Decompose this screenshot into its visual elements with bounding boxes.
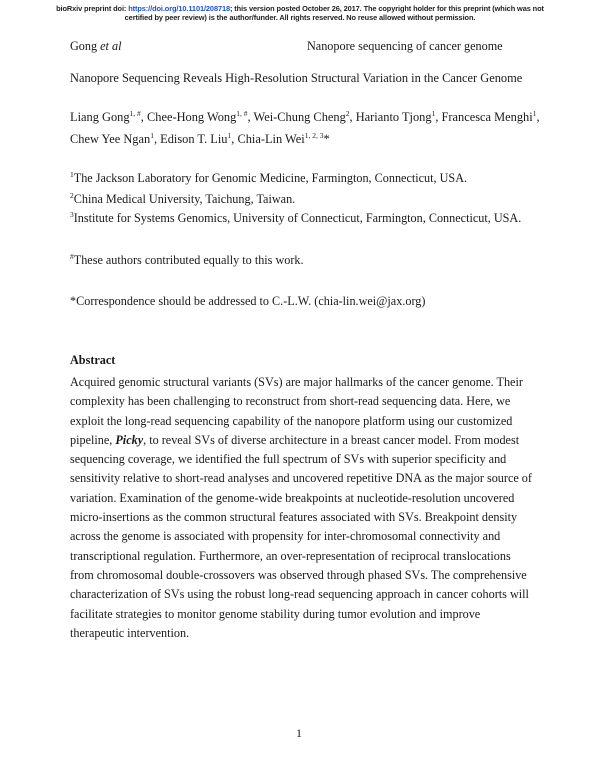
author: Liang Gong$^{1, \#}$,	[70, 109, 147, 124]
author: Harianto Tjong$^1$,	[355, 109, 442, 124]
author: Chee-Hong Wong$^{1, \#}$,	[147, 109, 254, 124]
banner-suffix: ; this version posted October 26, 2017. The copyright holder for this preprint (which was not	[229, 4, 544, 13]
affiliation: $^1$The Jackson Laboratory for Genomic Medicine, Farmington, Connecticut, USA.	[70, 170, 468, 185]
affiliation: $^2$China Medical University, Taichung, Taiwan.	[70, 191, 296, 206]
author-list	[70, 106, 540, 150]
header-author: Gong	[70, 39, 101, 53]
page-number: 1	[296, 726, 302, 740]
tool-name: Picky	[115, 432, 144, 447]
paper-title: Nanopore Sequencing Reveals High-Resolution Structural Variation in the Cancer Genome	[70, 71, 523, 85]
author: Edison T. Liu$^1$,	[160, 131, 238, 146]
author: Chia-Lin Wei$^{1, 2, 3}$*	[237, 131, 330, 146]
equal-contribution-note: #These authors contributed equally to this work.	[70, 252, 304, 267]
header-etal: et al	[100, 39, 122, 53]
abstract-heading: Abstract	[70, 353, 116, 367]
banner-line-2: certified by peer review) is the author/funder. All rights reserved. No reuse allowed without permission.	[124, 13, 476, 22]
abstract-body: Acquired genomic structural variants (SVs) are major hallmarks of the cancer genome. Their complexity has been challenging to reconstruct from short-read sequencing data. Here, we exploit the long-read sequencing capability of the nanopore platform using our customized pipeline, Picky, to reveal SVs of diverse architecture in a breast cancer model. From modest sequencing coverage, we identified the full spectrum of SVs with superior specificity and sensitivity relative to short-read analyses and uncovered repetitive DNA as the major source of variation. Examination of the genome-wide breakpoints at nucleotide-resolution uncovered micro-insertions as the common structural features associated with SVs. Breakpoint density across the genome is associated with propensity for inter-chromosomal connectivity and transcriptional regulation. Furthermore, an over-representation of reciprocal translocations from chromosomal double-crossovers was observed through phased SVs. The comprehensive characterization of SVs using the robust long-read sequencing approach in cancer cohorts will facilitate strategies to monitor genome stability during tumor evolution and improve therapeutic intervention.	[70, 375, 532, 640]
running-header-author	[70, 39, 121, 54]
author: Wei-Chung Cheng$^2$,	[253, 109, 356, 124]
banner-line-1	[8, 4, 592, 13]
preprint-banner	[8, 4, 592, 22]
author: Francesca Menghi$^1$,	[441, 109, 540, 124]
doi-link[interactable]: https://doi.org/10.1101/208718	[128, 4, 230, 13]
banner-prefix: bioRxiv preprint doi:	[56, 4, 129, 13]
correspondence-note: *Correspondence should be addressed to C.-L.W. (chia-lin.wei@jax.org)	[70, 294, 426, 308]
affiliation: $^3$Institute for Systems Genomics, University of Connecticut, Farmington, Connecticut, USA.	[70, 210, 522, 225]
author: Chew Yee Ngan$^1$,	[70, 131, 161, 146]
running-header-title: Nanopore sequencing of cancer genome	[307, 39, 503, 53]
